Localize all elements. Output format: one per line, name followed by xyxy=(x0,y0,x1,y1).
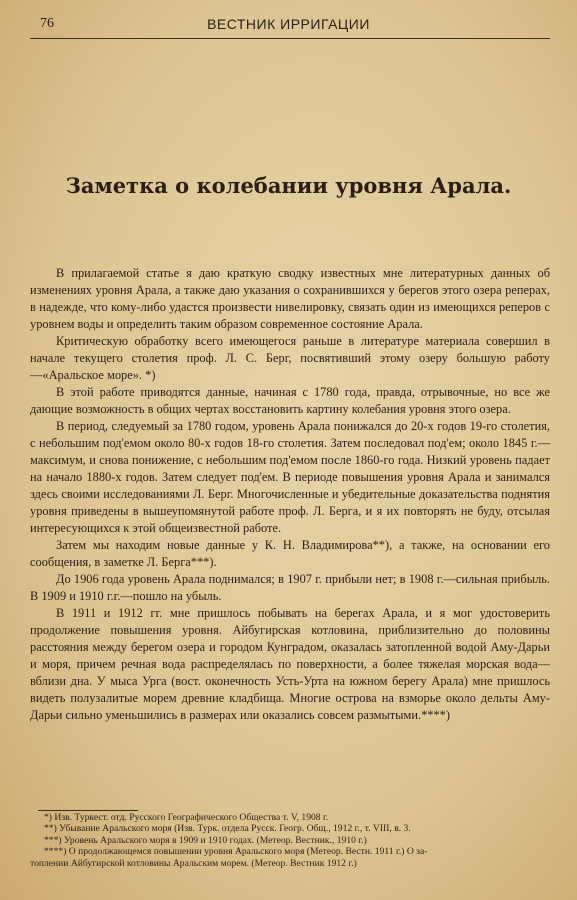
paragraph: В 1911 и 1912 гг. мне пришлось побывать на берегах Арала, и я мог удостоверить продолжение повышения уровня. Айбугирская котловина, приблизительно до половины расстояния между берегом озера и городом Кунградом, оказалась затопленной водой Аму-Дарьи и моря, причем речная вода распределялась по поверхности, а более тяжелая морская вода—вблизи дна. У мыса Урга (вост. оконечность Усть-Урта на южном берегу Арала) мне пришлось видеть полузалитые морем древние кладбища. Многие острова на взморье около дельты Аму-Дарьи сильно уменьшились в размерах или оказались совсем размытыми.****) xyxy=(30,606,550,722)
article-body xyxy=(30,265,550,724)
header-rule xyxy=(30,38,550,39)
paragraph: Критическую обработку всего имеющегося раньше в литературе материала совершил в начале текущего столетия проф. Л. С. Берг, посвятивший этому озеру большую работу—«Аральское море». *) xyxy=(30,334,550,382)
paragraph: В этой работе приводятся данные, начиная с 1780 года, правда, отрывочные, но все же дающие возможность в общих чертах восстановить картину колебания уровня этого озера. xyxy=(30,385,550,416)
paragraph: В период, следуемый за 1780 годом, уровень Арала понижался до 20-х годов 19-го столетия, с небольшим под'емом около 80-х годов 18-го столетия. Затем последовал под'ем; около 1845 г.—максимум, и снова понижение, с небольшим под'емом после 1860-го года. Низкий уровень падает на начало 1880-х годов. Затем следует под'ем. В периоде повышения уровня Арала и занимался здесь своими исследованиями Л. Берг. Многочисленные и убедительные доказательства поднятия уровня приведены в вышеупомянутой работе проф. Л. Берга, и я их повторять не буду, отсылая интересующихся к этой общеизвестной работе. xyxy=(30,419,550,535)
article-title: Заметка о колебании уровня Арала. xyxy=(65,173,512,198)
footnote: *) Изв. Туркест. отд. Русского Географического Общества т. V, 1908 г. xyxy=(44,812,329,823)
paragraph: До 1906 года уровень Арала поднимался; в 1907 г. прибыли нет; в 1908 г.—сильная прибыль. В 1909 и 1910 г.г.—пошло на убыль. xyxy=(30,572,550,603)
running-header xyxy=(0,14,577,36)
footnotes xyxy=(30,812,550,869)
page-number: 76 xyxy=(40,16,54,31)
footnote: **) Убывание Аральского моря (Изв. Турк. отдела Русск. Геогр. Общ., 1912 г., т. VIII, в. 3. xyxy=(44,823,411,835)
footnote-continuation: топлении Айбугирской котловины Аральским морем. (Метеор. Вестник 1912 г.) xyxy=(30,857,357,869)
journal-title: ВЕСТНИК ИРРИГАЦИИ xyxy=(207,16,370,32)
footnote-rule xyxy=(38,810,138,811)
footnote: ****) О продолжающемся повышении уровня Аральского моря (Метеор. Вестн. 1911 г.) О за- xyxy=(44,846,428,858)
paragraph: В прилагаемой статье я даю краткую сводку известных мне литературных данных об изменениях уровня Арала, а также даю указания о сохранившихся у берегов этого озера реперах, в надежде, что кому-либо удастся произвести нивелировку, связать один из имеющихся реперов с уровнем воды и определить таким образом современное состояние Арала. xyxy=(30,266,550,331)
paragraph: Затем мы находим новые данные у К. Н. Владимирова**), а также, на основании его сообщения, в заметке Л. Берга***). xyxy=(30,538,550,569)
footnote: ***) Уровень Аральского моря в 1909 и 1910 годах. (Метеор. Вестник., 1910 г.) xyxy=(44,834,367,846)
